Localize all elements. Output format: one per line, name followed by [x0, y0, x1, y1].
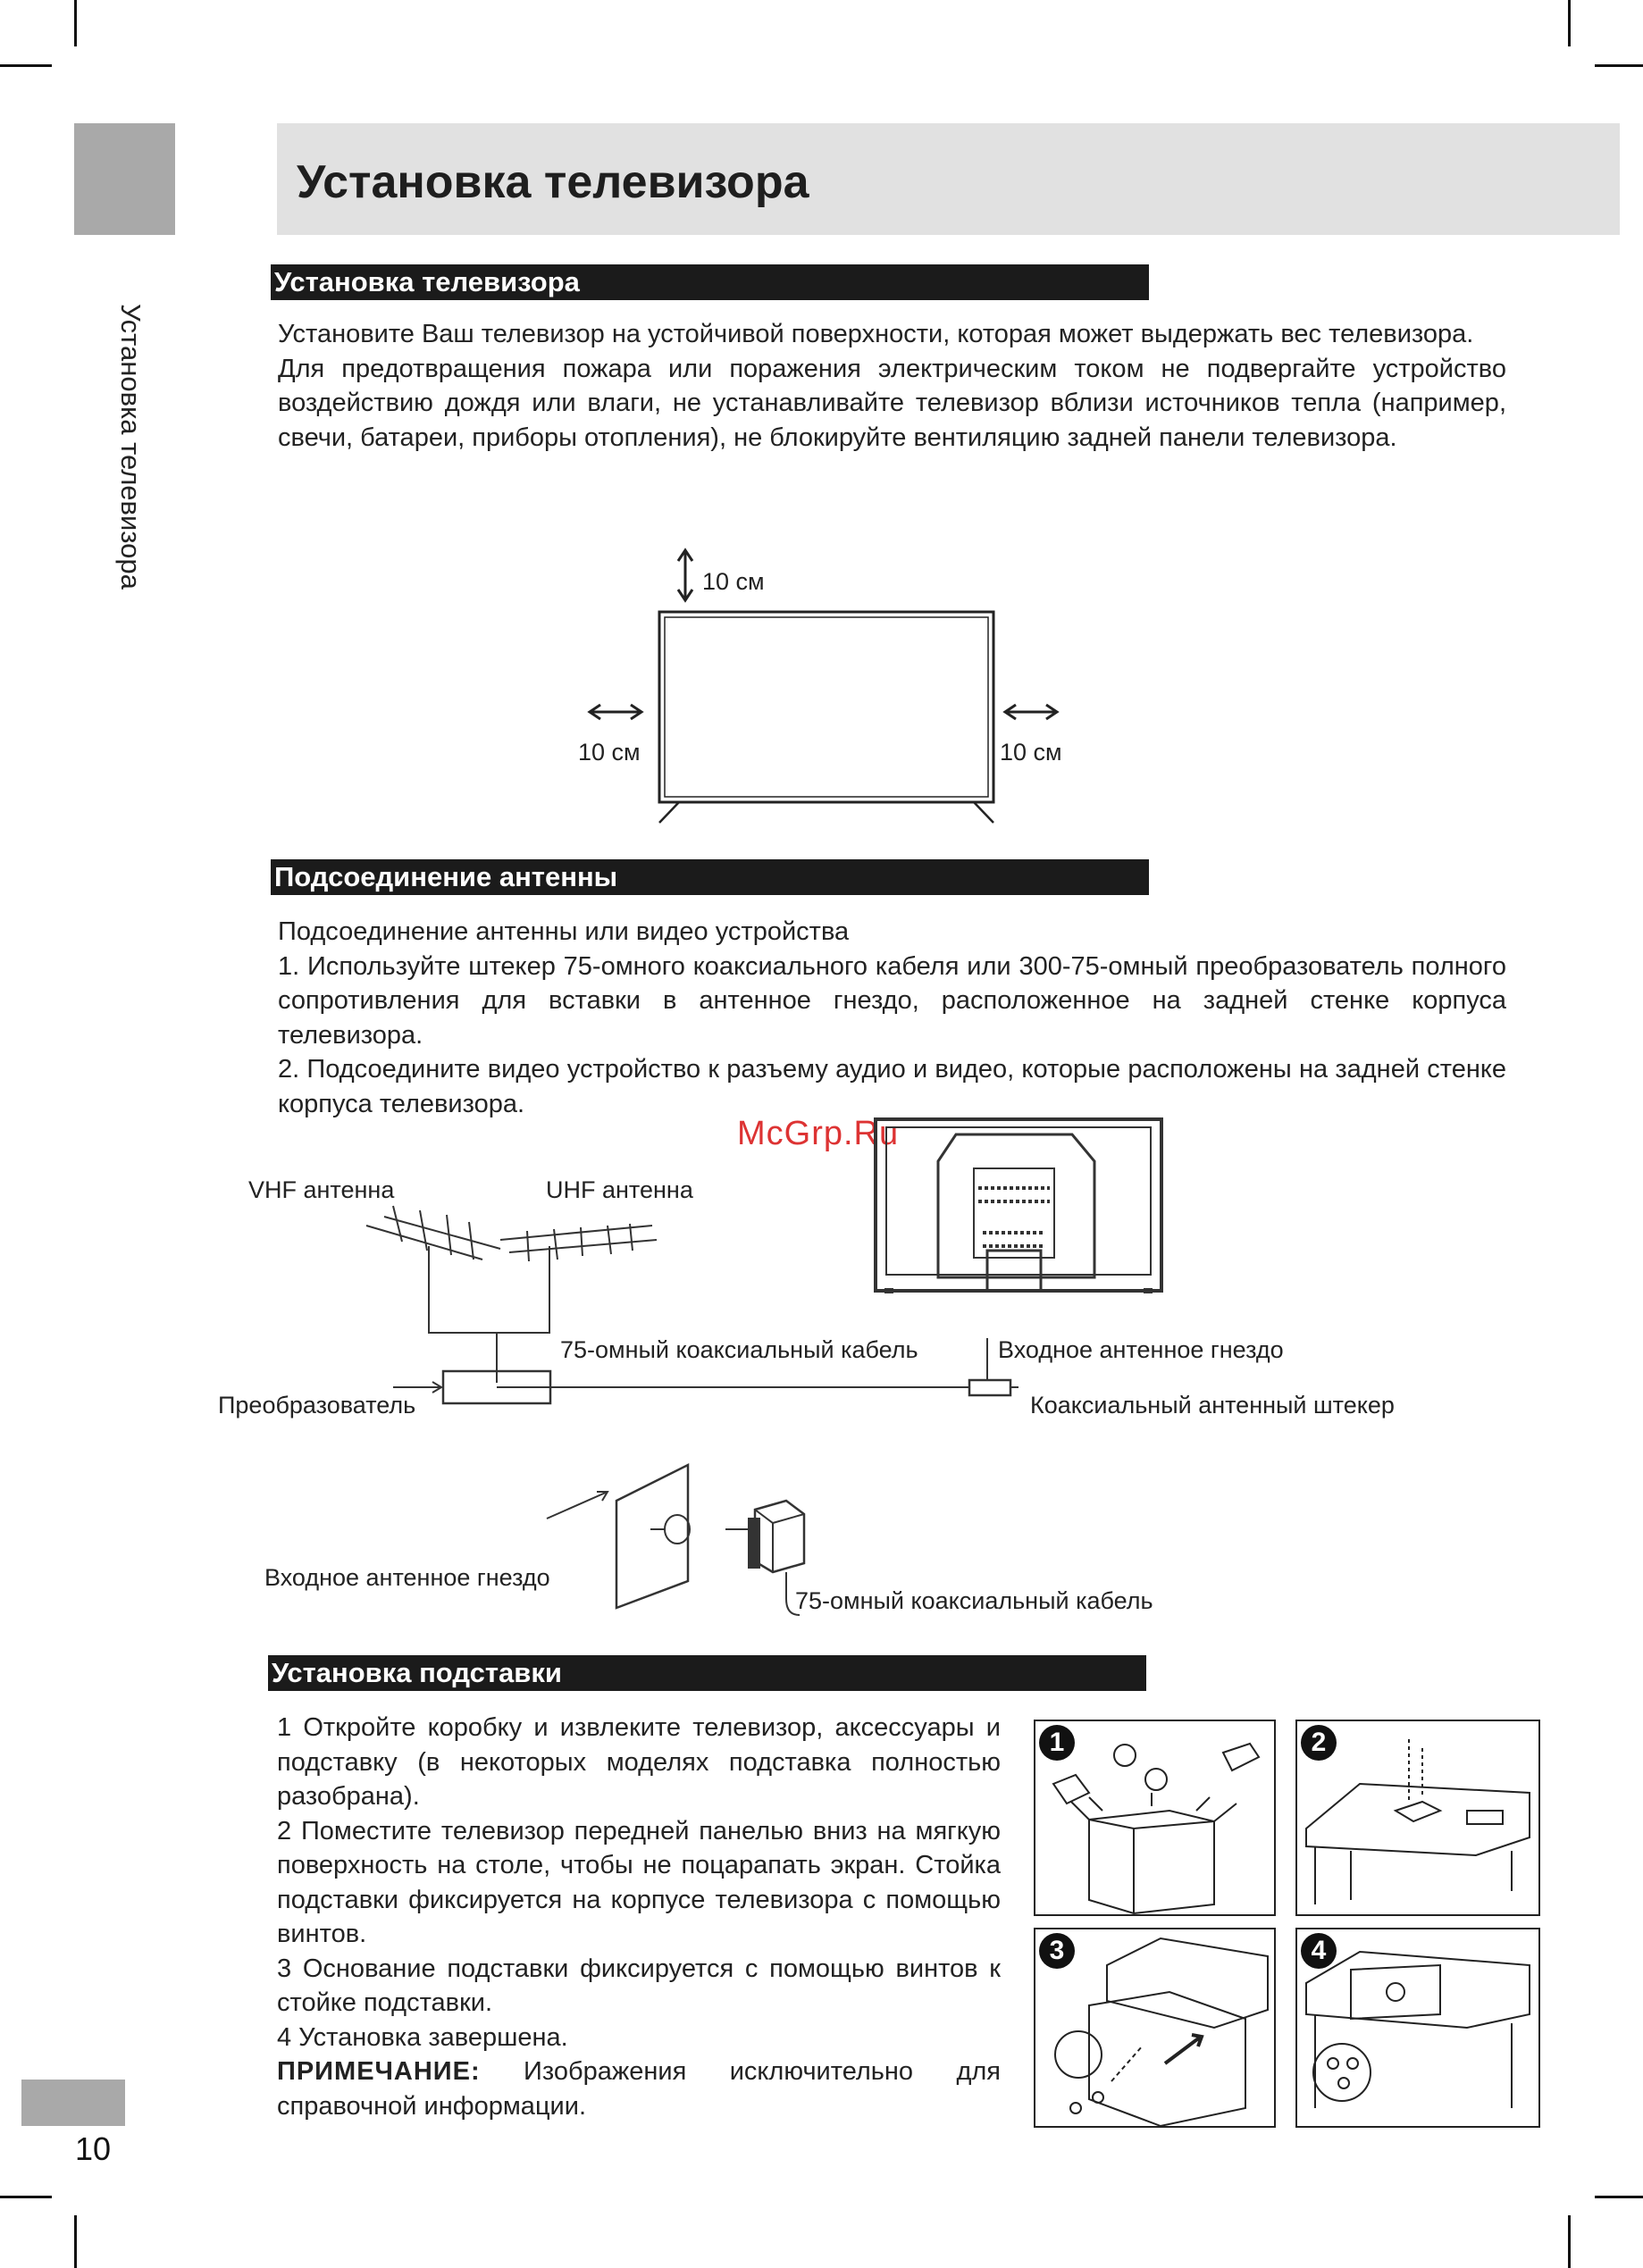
page-number: 10	[75, 2130, 112, 2167]
coax-cable-label-2: 75-омный коаксиальный кабель	[795, 1587, 1153, 1614]
step-image-1	[1034, 1720, 1276, 1916]
converter-box	[443, 1371, 550, 1403]
wall-jack-icon	[547, 1465, 690, 1608]
crop-mark	[74, 2215, 77, 2268]
installed-stand-icon	[1297, 1929, 1542, 2130]
box-unpack-icon	[1035, 1721, 1278, 1918]
arrow-left-right-icon	[590, 705, 641, 719]
step-image-3	[1034, 1928, 1276, 2128]
stand-text	[277, 1711, 1001, 2123]
step-badge: 1	[1039, 1725, 1075, 1761]
note-text: Изображения исключительно для справочной информации.	[277, 2057, 1001, 2121]
clearance-top-label: 10 см	[702, 568, 765, 595]
clearance-left-label: 10 см	[578, 739, 641, 766]
stand-step-3: 3 Основание подставки фиксируется с помощью винтов к стойке подставки.	[277, 1954, 1001, 2017]
section-heading-stand: Установка подставки	[268, 1655, 1146, 1691]
tv-back-icon	[876, 1119, 1161, 1291]
uhf-antenna-icon	[500, 1224, 657, 1320]
antenna-line-3: 2. Подсоедините видео устройство к разъему аудио и видео, которые расположены на задней стенке корпуса телевизора.	[278, 1055, 1506, 1118]
coax-plug-label: Коаксиальный антенный штекер	[1030, 1392, 1395, 1419]
step-badge: 3	[1039, 1933, 1075, 1969]
install-paragraph-1: Установите Ваш телевизор на устойчивой поверхности, которая может выдержать вес телевизора.	[278, 320, 1474, 348]
stand-step-4: 4 Установка завершена.	[277, 2022, 568, 2052]
stand-step-2: 2 Поместите телевизор передней панелью вниз на мягкую поверхность на столе, чтобы не поцарапать экран. Стойка подставки фиксируется на корпусе телевизора с помощью винтов.	[277, 1816, 1001, 1948]
watermark: McGrp.Ru	[737, 1115, 900, 1152]
note-label: ПРИМЕЧАНИЕ:	[277, 2057, 481, 2086]
side-title: Установка телевизора	[115, 304, 147, 590]
coax-plug	[969, 1380, 1010, 1395]
page-title: Установка телевизора	[297, 156, 809, 208]
antenna-line-1: Подсоединение антенны или видео устройства	[278, 917, 850, 946]
vhf-antenna-icon	[366, 1206, 500, 1320]
converter-label: Преобразователь	[218, 1392, 416, 1419]
input-jack-label-2: Входное антенное гнездо	[264, 1564, 550, 1591]
vhf-label: VHF антенна	[248, 1176, 395, 1203]
section-heading-antenna: Подсоединение антенны	[271, 859, 1149, 895]
stand-base-icon	[1035, 1929, 1278, 2130]
chapter-tab	[74, 123, 175, 235]
crop-mark	[74, 0, 77, 46]
install-text	[278, 317, 1506, 455]
section-heading-install: Установка телевизора	[271, 264, 1149, 300]
crop-mark	[1568, 2215, 1571, 2268]
uhf-label: UHF антенна	[546, 1176, 693, 1203]
stand-note	[277, 2055, 1001, 2123]
crop-mark	[1595, 64, 1643, 67]
page-title-bar	[277, 123, 1620, 235]
crop-mark	[0, 64, 52, 67]
page-tab	[21, 2080, 125, 2126]
arrow-right-icon	[547, 1492, 608, 1519]
crop-mark	[1595, 2196, 1643, 2198]
stand-step-1: 1 Откройте коробку и извлеките телевизор, аксессуары и подставку (в некоторых моделях подставка полностью разобрана).	[277, 1713, 1001, 1811]
arrow-left-right-icon	[1005, 705, 1057, 719]
step-image-2	[1295, 1720, 1540, 1916]
antenna-text	[278, 915, 1506, 1121]
antenna-line-2: 1. Используйте штекер 75-омного коаксиального кабеля или 300-75-омный преобразователь полного сопротивления для вставки в антенное гнездо, расположенное на задней стенке корпуса телевизора.	[278, 951, 1506, 1050]
tv-front-outline	[659, 612, 993, 802]
step-badge: 4	[1301, 1933, 1337, 1969]
coax-cable-label: 75-омный коаксиальный кабель	[560, 1336, 918, 1363]
clearance-right-label: 10 см	[1000, 739, 1062, 766]
coax-plug-icon	[725, 1501, 804, 1615]
step-badge: 2	[1301, 1725, 1337, 1761]
arrow-up-down-icon	[678, 550, 692, 600]
input-jack-label: Входное антенное гнездо	[998, 1336, 1284, 1363]
crop-mark	[0, 2196, 52, 2198]
crop-mark	[1568, 0, 1571, 46]
install-paragraph-2: Для предотвращения пожара или поражения электрическим током не подвергайте устройство воздействию дождя или влаги, не устанавливайте телевизор вблизи источников тепла (например, свечи, батареи, приборы отопления), не блокируйте вентиляцию задней панели телевизора.	[278, 354, 1506, 452]
stand-mount-icon	[1297, 1721, 1542, 1918]
step-image-4	[1295, 1928, 1540, 2128]
